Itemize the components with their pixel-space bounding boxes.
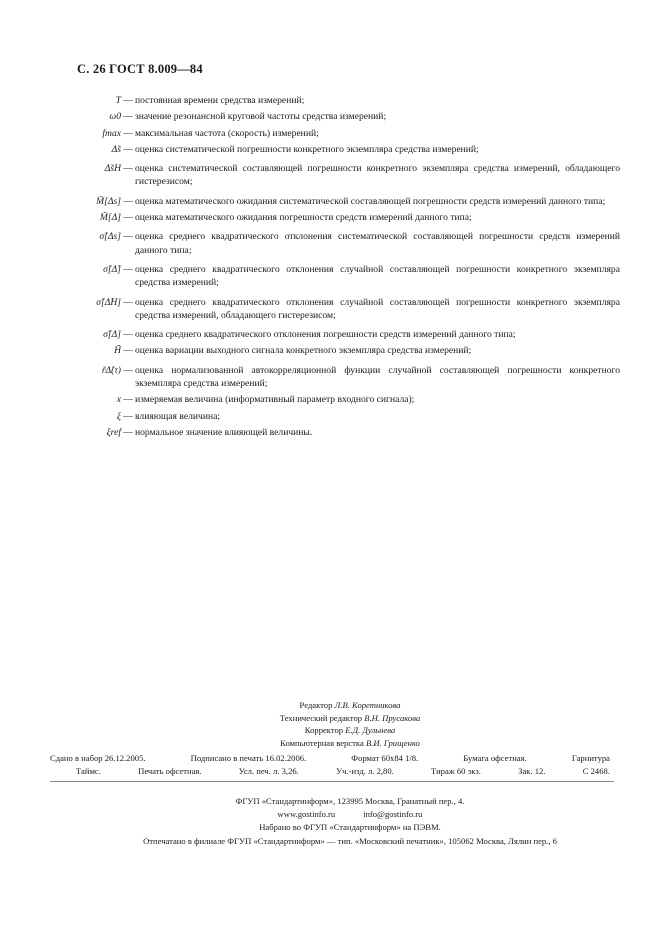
email-link[interactable]: info@gostinfo.ru (363, 809, 423, 820)
print-note: Отпечатано в филиале ФГУП «Стандартинформ» — тип. «Московский печатник», 105062 Москва, Лялин пер., 6 (143, 835, 557, 846)
definition-dash: — (123, 111, 133, 123)
credit-name: Л.В. Коретникова (334, 700, 401, 710)
definition-row (70, 410, 620, 423)
definition-text: оценка систематической погрешности конкретного экземпляра средства измерений; (135, 143, 479, 155)
definition-text: оценка систематической составляющей погрешности конкретного экземпляра средства измерений, обладающего гистерезисом; (135, 163, 620, 188)
definition-row (70, 344, 620, 357)
definition-symbol: Δ̃s (111, 143, 121, 155)
imprint-item: Зак. 12. (518, 766, 546, 776)
definition-row (70, 230, 620, 257)
definition-text: значение резонансной круговой частоты средства измерений; (135, 111, 387, 123)
imprint-item: Гарнитура (571, 753, 610, 763)
definition-dash: — (123, 143, 133, 155)
definition-symbol: r̃Δ̊(τ) (101, 364, 121, 376)
page-header: С. 26 ГОСТ 8.009—84 (77, 62, 203, 76)
definition-dash: — (123, 95, 133, 106)
definition-symbol: ω0 (109, 111, 121, 123)
publisher-address: ФГУП «Стандартинформ», 123995 Москва, Гранатный пер., 4. (235, 796, 465, 806)
definition-text: оценка вариации выходного сигнала конкретного экземпляра средства измерений; (135, 345, 472, 357)
credit-name: В.Н. Прусакова (364, 712, 421, 723)
imprint-item: Подписано в печать 16.02.2006. (190, 753, 307, 763)
definition-text: постоянная времени средства измерений; (135, 95, 305, 106)
imprint-row (50, 752, 610, 765)
definition-dash: — (123, 127, 133, 139)
definition-dash: — (123, 329, 133, 341)
definition-dash: — (123, 410, 133, 422)
definition-row (70, 195, 620, 208)
imprint-item: Уч.-изд. л. 2,80. (336, 766, 394, 776)
publisher-block (50, 795, 650, 848)
definition-symbol: M̃[Δs] (96, 195, 121, 207)
definition-symbol: fmax (102, 127, 121, 139)
definition-row (70, 328, 620, 341)
definition-symbol: σ̃[Δ] (103, 329, 121, 341)
definition-symbol: x (116, 394, 121, 406)
definition-dash: — (123, 426, 133, 438)
credit-line (250, 737, 450, 750)
definition-row (70, 393, 620, 406)
website-link[interactable]: www.gostinfo.ru (277, 809, 336, 820)
definition-row (70, 263, 620, 290)
definition-text: нормальное значение влияющей величины. (135, 426, 313, 438)
definition-row (70, 426, 620, 439)
credit-line (250, 724, 450, 737)
definition-text: максимальная частота (скорость) измерений; (135, 127, 319, 139)
typeset-note: Набрано во ФГУП «Стандартинформ» на ПЭВМ. (259, 822, 441, 833)
definition-row (70, 127, 620, 140)
imprint-item: Тираж 60 экз. (431, 766, 481, 776)
divider (50, 781, 614, 782)
publisher-contacts (50, 808, 650, 821)
credit-line (250, 712, 450, 725)
definition-symbol: ξ (116, 410, 121, 422)
credit-line (250, 699, 450, 712)
definition-text: оценка среднего квадратического отклонения случайной составляющей погрешности конкретного экземпляра средства измерений; (135, 263, 620, 289)
definition-dash: — (123, 163, 133, 175)
definition-symbol: Δ̃sH (104, 163, 121, 175)
imprint-item: Печать офсетная. (138, 766, 202, 776)
imprint-item: Сдано в набор 26.12.2005. (50, 753, 146, 763)
definition-symbol: T (115, 95, 121, 106)
definition-dash: — (123, 394, 133, 406)
imprint-item: Таймс. (76, 766, 101, 776)
definition-text: оценка математического ожидания погрешности средств измерений данного типа; (135, 212, 472, 224)
credit-role: Технический редактор (279, 712, 363, 723)
definition-dash: — (123, 231, 133, 243)
imprint-row (50, 765, 610, 778)
definitions-list (70, 94, 620, 439)
definition-text: измеряемая величина (информативный параметр входного сигнала); (135, 394, 415, 406)
credits-block (250, 699, 450, 749)
definition-row (70, 143, 620, 156)
definition-text: оценка математического ожидания систематической составляющей погрешности средств измерений данного типа; (135, 195, 606, 207)
definition-symbol: σ̃[Δs] (99, 231, 121, 243)
imprint-block (50, 752, 610, 778)
definition-text: влияющая величина; (135, 410, 221, 422)
imprint-item: Формат 60x84 1/8. (351, 753, 419, 763)
credit-role: Корректор (304, 725, 344, 736)
definition-symbol: σ̃[Δ̊H] (96, 296, 121, 308)
credit-name: В.И. Грищенко (365, 737, 420, 748)
definition-row (70, 162, 620, 189)
definition-symbol: ξref (106, 426, 121, 438)
credit-role: Компьютерная верстка (280, 737, 364, 748)
credit-role: Редактор (299, 700, 333, 710)
definition-dash: — (123, 195, 133, 207)
definition-dash: — (123, 345, 133, 357)
definition-symbol: H̃ (114, 345, 121, 357)
definition-row (70, 364, 620, 391)
definition-row (70, 110, 620, 123)
definition-dash: — (123, 263, 133, 275)
definition-dash: — (123, 212, 133, 224)
definition-text: оценка нормализованной автокорреляционной функции случайной составляющей погрешности конкретного экземпляра средства измерений; (135, 364, 620, 390)
definition-dash: — (123, 296, 133, 308)
definition-row (70, 211, 620, 224)
definition-row (70, 296, 620, 323)
definition-dash: — (123, 364, 133, 376)
imprint-item: С 2468. (582, 766, 610, 776)
imprint-item: Усл. печ. л. 3,26. (238, 766, 299, 776)
imprint-item: Бумага офсетная. (463, 753, 527, 763)
definition-symbol: M̃[Δ] (99, 212, 121, 224)
credit-name: Е.Д. Дульнева (345, 725, 396, 736)
definition-text: оценка среднего квадратического отклонения случайной составляющей погрешности конкретного экземпляра средства измерений, обладающего гистерезисом; (135, 296, 620, 321)
definition-text: оценка среднего квадратического отклонения погрешности средств измерений данного типа; (135, 329, 516, 341)
definition-row (70, 94, 620, 107)
definition-symbol: σ̃[Δ̊] (103, 263, 121, 275)
definition-text: оценка среднего квадратического отклонения систематической составляющей погрешности средств измерений данного типа; (135, 231, 620, 256)
